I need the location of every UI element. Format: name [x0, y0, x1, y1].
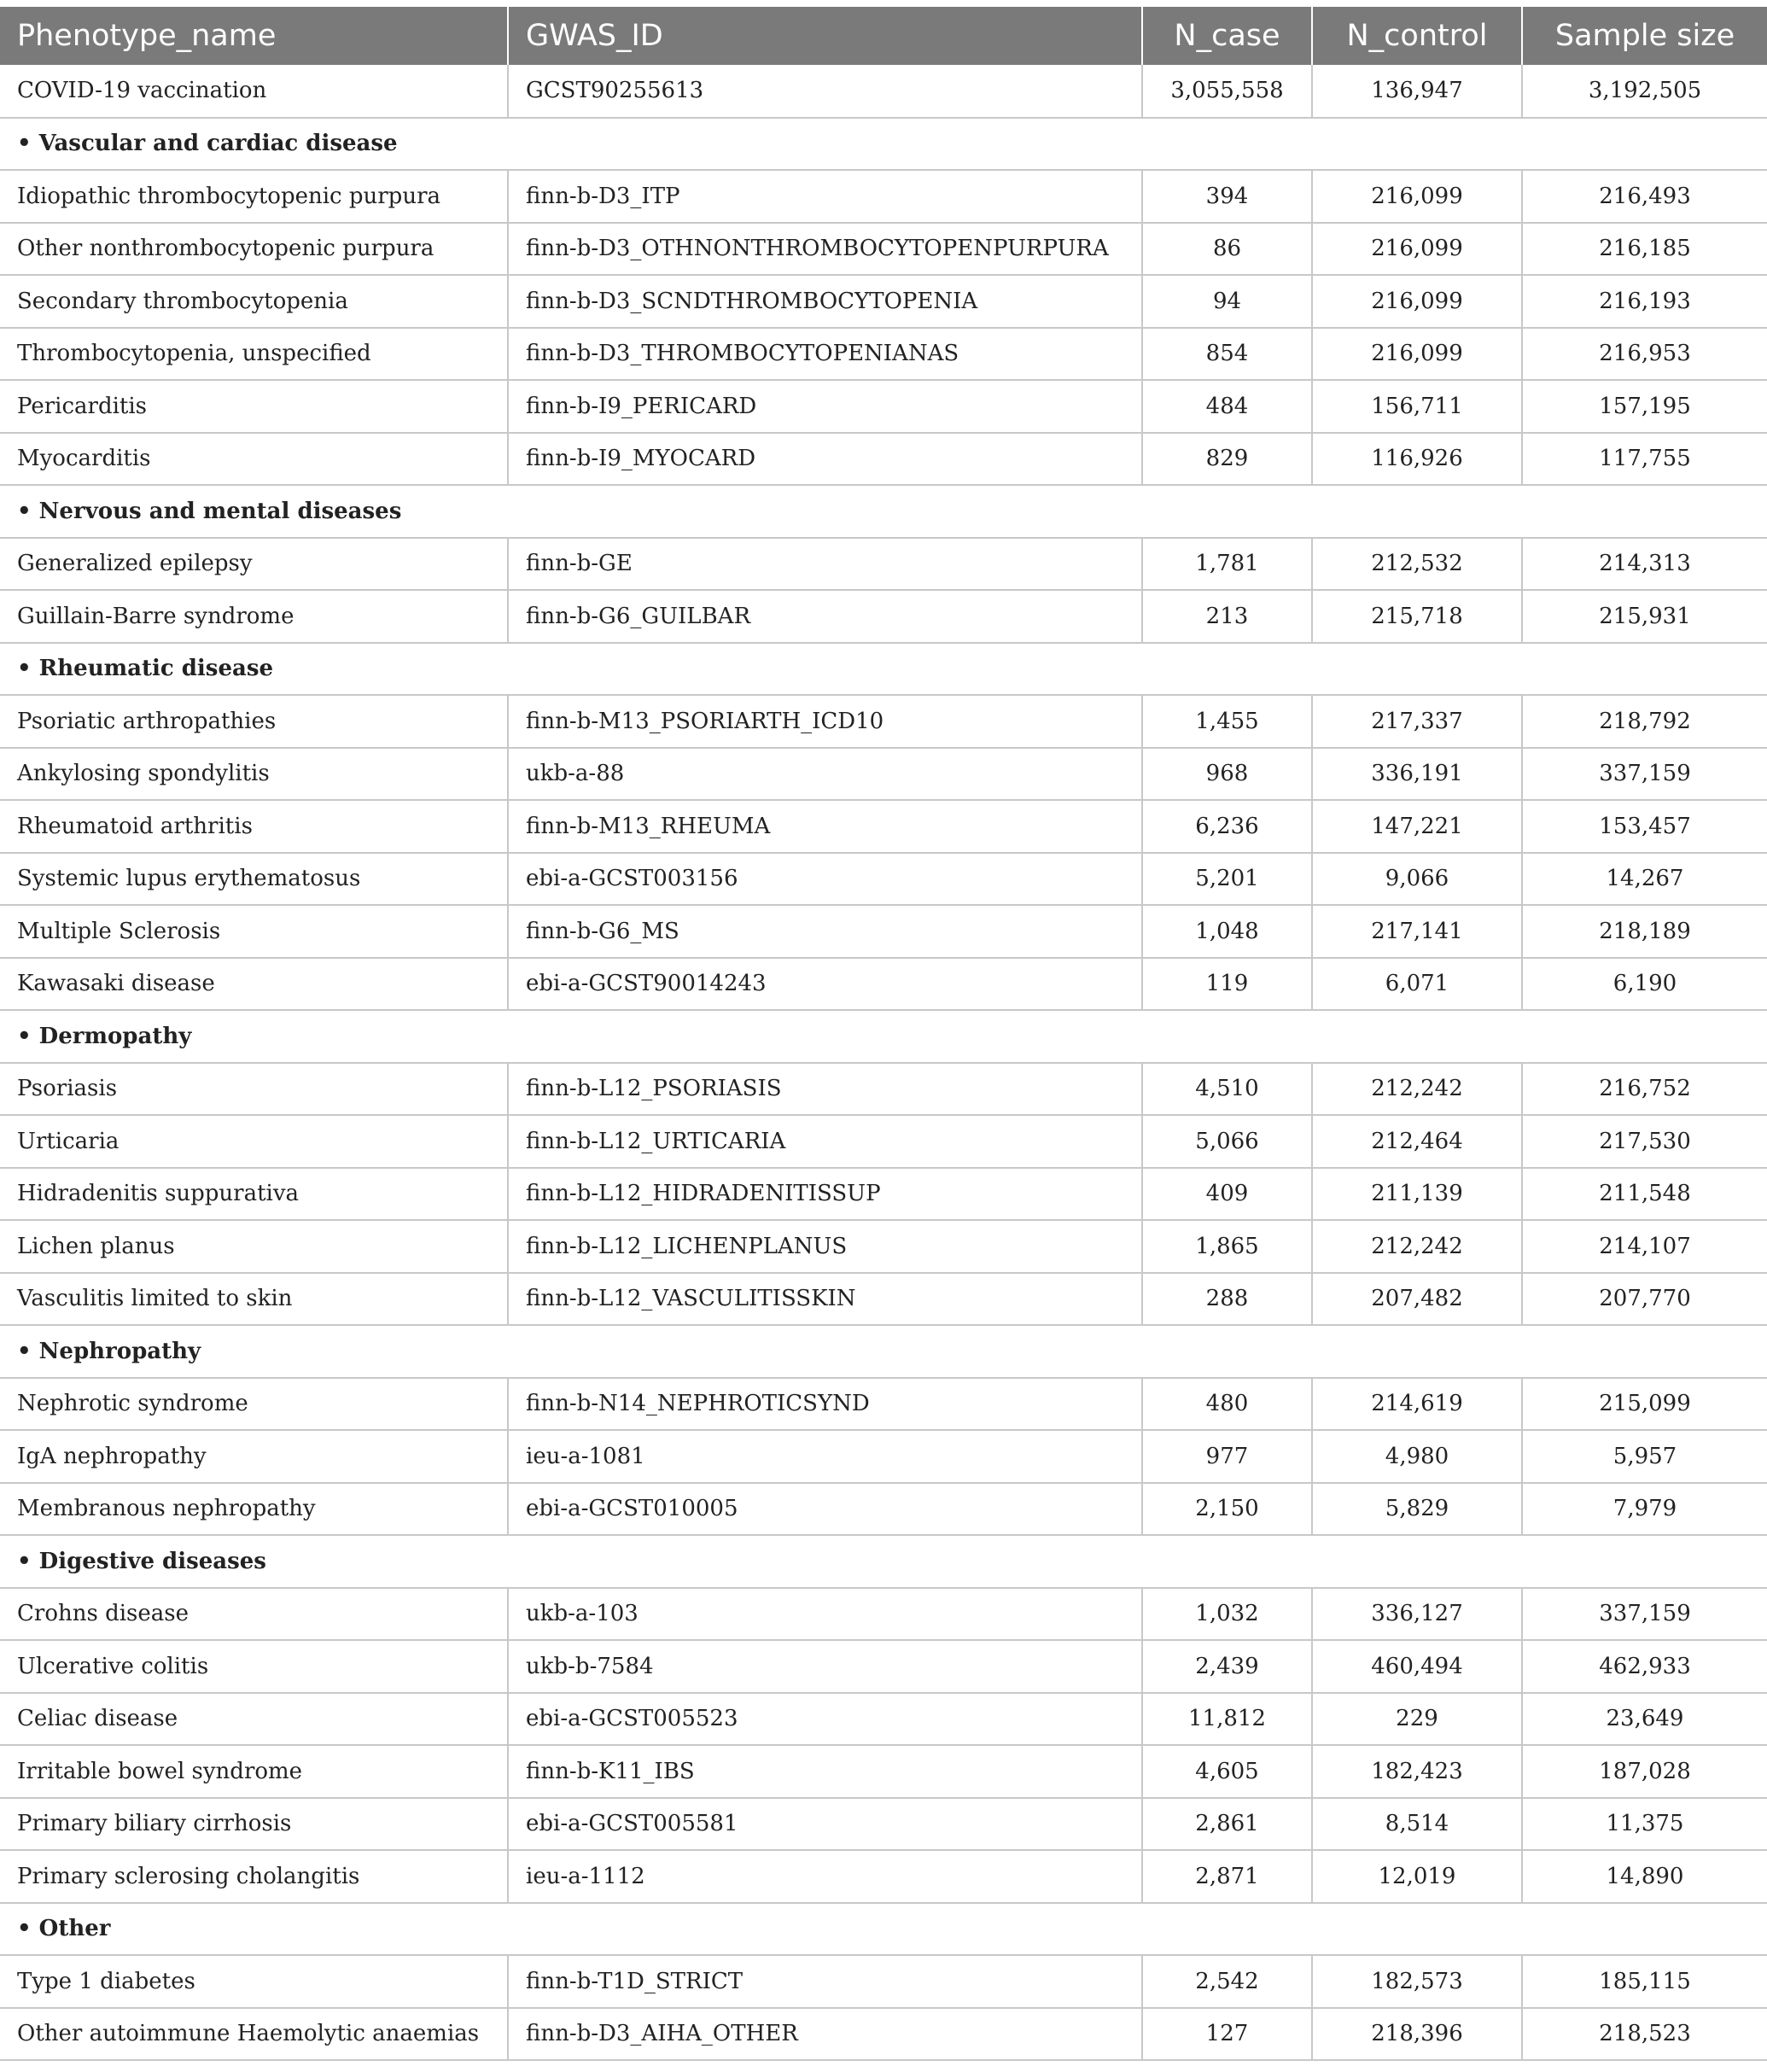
cell-n-control: 216,099	[1312, 328, 1522, 381]
cell-gwas-id: finn-b-N14_NEPHROTICSYND	[508, 1378, 1142, 1431]
table-row	[0, 1168, 1767, 1221]
cell-n-control: 182,423	[1312, 1745, 1522, 1798]
cell-n-case: 1,048	[1142, 905, 1312, 958]
cell-n-case: 5,201	[1142, 853, 1312, 906]
cell-phenotype-name: Irritable bowel syndrome	[0, 1745, 508, 1798]
cell-gwas-id: finn-b-G6_MS	[508, 905, 1142, 958]
table-row	[0, 1483, 1767, 1536]
table-row	[0, 1640, 1767, 1693]
cell-sample-size: 157,195	[1522, 380, 1767, 433]
cell-n-case: 86	[1142, 223, 1312, 276]
category-row	[0, 118, 1767, 171]
cell-sample-size: 211,548	[1522, 1168, 1767, 1221]
cell-phenotype-name: Lichen planus	[0, 1220, 508, 1273]
cell-n-case: 1,865	[1142, 1220, 1312, 1273]
table-row	[0, 65, 1767, 118]
cell-n-case: 127	[1142, 2008, 1312, 2061]
table-row	[0, 590, 1767, 643]
cell-sample-size: 218,523	[1522, 2008, 1767, 2061]
cell-gwas-id: finn-b-M13_PSORIARTH_ICD10	[508, 695, 1142, 748]
cell-n-control: 212,532	[1312, 538, 1522, 591]
cell-phenotype-name: Other nonthrombocytopenic purpura	[0, 223, 508, 276]
cell-gwas-id: ebi-a-GCST90014243	[508, 958, 1142, 1011]
cell-n-control: 116,926	[1312, 433, 1522, 486]
cell-n-case: 2,439	[1142, 1640, 1312, 1693]
table-row	[0, 958, 1767, 1011]
category-label: • Vascular and cardiac disease	[0, 118, 1767, 171]
cell-sample-size: 216,493	[1522, 170, 1767, 223]
cell-n-case: 288	[1142, 1273, 1312, 1326]
cell-n-control: 217,337	[1312, 695, 1522, 748]
table-row	[0, 1273, 1767, 1326]
cell-n-control: 214,619	[1312, 1378, 1522, 1431]
cell-sample-size: 6,190	[1522, 958, 1767, 1011]
table-row	[0, 2008, 1767, 2061]
cell-n-case: 2,542	[1142, 1955, 1312, 2008]
category-label: • Rheumatic disease	[0, 643, 1767, 696]
cell-gwas-id: finn-b-D3_THROMBOCYTOPENIANAS	[508, 328, 1142, 381]
cell-n-control: 147,221	[1312, 800, 1522, 853]
cell-sample-size: 218,189	[1522, 905, 1767, 958]
table-row	[0, 170, 1767, 223]
table-row	[0, 433, 1767, 486]
cell-phenotype-name: Hidradenitis suppurativa	[0, 1168, 508, 1221]
cell-n-case: 94	[1142, 275, 1312, 328]
cell-sample-size: 215,099	[1522, 1378, 1767, 1431]
cell-n-case: 829	[1142, 433, 1312, 486]
cell-phenotype-name: Secondary thrombocytopenia	[0, 275, 508, 328]
cell-n-control: 460,494	[1312, 1640, 1522, 1693]
cell-phenotype-name: COVID-19 vaccination	[0, 65, 508, 118]
cell-sample-size: 207,770	[1522, 1273, 1767, 1326]
cell-gwas-id: finn-b-L12_PSORIASIS	[508, 1063, 1142, 1116]
cell-gwas-id: finn-b-G6_GUILBAR	[508, 590, 1142, 643]
cell-n-control: 9,066	[1312, 853, 1522, 906]
cell-gwas-id: ukb-b-7584	[508, 1640, 1142, 1693]
category-label: • Other	[0, 1903, 1767, 1956]
cell-gwas-id: ebi-a-GCST005581	[508, 1798, 1142, 1851]
category-row	[0, 485, 1767, 538]
cell-n-control: 215,718	[1312, 590, 1522, 643]
cell-phenotype-name: Vasculitis limited to skin	[0, 1273, 508, 1326]
cell-phenotype-name: Type 1 diabetes	[0, 1955, 508, 2008]
cell-gwas-id: ebi-a-GCST003156	[508, 853, 1142, 906]
cell-sample-size: 11,375	[1522, 1798, 1767, 1851]
cell-sample-size: 117,755	[1522, 433, 1767, 486]
cell-n-case: 3,055,558	[1142, 65, 1312, 118]
table-row	[0, 1378, 1767, 1431]
header-phenotype-name: Phenotype_name	[0, 7, 508, 65]
cell-sample-size: 216,193	[1522, 275, 1767, 328]
table-row	[0, 223, 1767, 276]
cell-n-control: 217,141	[1312, 905, 1522, 958]
cell-gwas-id: finn-b-M13_RHEUMA	[508, 800, 1142, 853]
cell-n-control: 229	[1312, 1693, 1522, 1746]
header-row	[0, 7, 1767, 65]
cell-sample-size: 14,890	[1522, 1850, 1767, 1903]
category-row	[0, 1010, 1767, 1063]
cell-n-control: 207,482	[1312, 1273, 1522, 1326]
table-row	[0, 1220, 1767, 1273]
cell-n-control: 182,573	[1312, 1955, 1522, 2008]
cell-gwas-id: finn-b-L12_VASCULITISSKIN	[508, 1273, 1142, 1326]
cell-n-case: 4,510	[1142, 1063, 1312, 1116]
table-row	[0, 1693, 1767, 1746]
cell-gwas-id: finn-b-T1D_STRICT	[508, 1955, 1142, 2008]
gwas-phenotype-table	[0, 7, 1767, 2061]
cell-n-control: 6,071	[1312, 958, 1522, 1011]
cell-sample-size: 218,792	[1522, 695, 1767, 748]
category-row	[0, 1535, 1767, 1588]
table-row	[0, 380, 1767, 433]
cell-n-case: 11,812	[1142, 1693, 1312, 1746]
cell-sample-size: 5,957	[1522, 1430, 1767, 1483]
header-n-control: N_control	[1312, 7, 1522, 65]
cell-n-control: 216,099	[1312, 275, 1522, 328]
cell-n-control: 216,099	[1312, 170, 1522, 223]
cell-phenotype-name: Urticaria	[0, 1115, 508, 1168]
cell-phenotype-name: Crohns disease	[0, 1588, 508, 1641]
cell-phenotype-name: Ulcerative colitis	[0, 1640, 508, 1693]
table-row	[0, 275, 1767, 328]
header-sample-size: Sample size	[1522, 7, 1767, 65]
cell-n-control: 216,099	[1312, 223, 1522, 276]
cell-phenotype-name: Psoriatic arthropathies	[0, 695, 508, 748]
cell-gwas-id: ieu-a-1112	[508, 1850, 1142, 1903]
cell-n-control: 212,242	[1312, 1063, 1522, 1116]
cell-n-control: 5,829	[1312, 1483, 1522, 1536]
cell-phenotype-name: Guillain-Barre syndrome	[0, 590, 508, 643]
cell-phenotype-name: Ankylosing spondylitis	[0, 748, 508, 801]
cell-phenotype-name: Celiac disease	[0, 1693, 508, 1746]
table-row	[0, 905, 1767, 958]
cell-gwas-id: ukb-a-88	[508, 748, 1142, 801]
cell-n-case: 119	[1142, 958, 1312, 1011]
cell-phenotype-name: Myocarditis	[0, 433, 508, 486]
cell-n-control: 156,711	[1312, 380, 1522, 433]
cell-sample-size: 217,530	[1522, 1115, 1767, 1168]
category-row	[0, 1325, 1767, 1378]
cell-gwas-id: finn-b-I9_MYOCARD	[508, 433, 1142, 486]
cell-sample-size: 214,313	[1522, 538, 1767, 591]
cell-n-control: 212,242	[1312, 1220, 1522, 1273]
cell-phenotype-name: Rheumatoid arthritis	[0, 800, 508, 853]
table-row	[0, 1745, 1767, 1798]
cell-gwas-id: finn-b-GE	[508, 538, 1142, 591]
cell-phenotype-name: Idiopathic thrombocytopenic purpura	[0, 170, 508, 223]
category-label: • Nephropathy	[0, 1325, 1767, 1378]
cell-phenotype-name: Membranous nephropathy	[0, 1483, 508, 1536]
cell-gwas-id: finn-b-D3_ITP	[508, 170, 1142, 223]
table-row	[0, 1850, 1767, 1903]
category-row	[0, 643, 1767, 696]
cell-n-case: 2,150	[1142, 1483, 1312, 1536]
cell-gwas-id: finn-b-D3_AIHA_OTHER	[508, 2008, 1142, 2061]
cell-gwas-id: ieu-a-1081	[508, 1430, 1142, 1483]
table-row	[0, 1430, 1767, 1483]
cell-phenotype-name: Primary sclerosing cholangitis	[0, 1850, 508, 1903]
cell-gwas-id: finn-b-L12_LICHENPLANUS	[508, 1220, 1142, 1273]
cell-n-case: 977	[1142, 1430, 1312, 1483]
cell-n-control: 336,127	[1312, 1588, 1522, 1641]
cell-sample-size: 14,267	[1522, 853, 1767, 906]
table-row	[0, 1115, 1767, 1168]
cell-n-case: 1,781	[1142, 538, 1312, 591]
category-label: • Nervous and mental diseases	[0, 485, 1767, 538]
table-row	[0, 695, 1767, 748]
cell-sample-size: 216,953	[1522, 328, 1767, 381]
cell-n-control: 336,191	[1312, 748, 1522, 801]
header-n-case: N_case	[1142, 7, 1312, 65]
cell-phenotype-name: Psoriasis	[0, 1063, 508, 1116]
cell-phenotype-name: Generalized epilepsy	[0, 538, 508, 591]
cell-sample-size: 337,159	[1522, 1588, 1767, 1641]
cell-n-case: 4,605	[1142, 1745, 1312, 1798]
cell-phenotype-name: Multiple Sclerosis	[0, 905, 508, 958]
cell-gwas-id: ebi-a-GCST005523	[508, 1693, 1142, 1746]
cell-sample-size: 153,457	[1522, 800, 1767, 853]
cell-gwas-id: ukb-a-103	[508, 1588, 1142, 1641]
cell-n-case: 394	[1142, 170, 1312, 223]
cell-n-case: 6,236	[1142, 800, 1312, 853]
table-row	[0, 1588, 1767, 1641]
table-row	[0, 800, 1767, 853]
cell-n-case: 854	[1142, 328, 1312, 381]
table-row	[0, 1063, 1767, 1116]
cell-phenotype-name: Nephrotic syndrome	[0, 1378, 508, 1431]
cell-gwas-id: ebi-a-GCST010005	[508, 1483, 1142, 1536]
cell-n-case: 484	[1142, 380, 1312, 433]
cell-sample-size: 216,185	[1522, 223, 1767, 276]
cell-n-case: 213	[1142, 590, 1312, 643]
cell-gwas-id: finn-b-D3_OTHNONTHROMBOCYTOPENPURPURA	[508, 223, 1142, 276]
cell-n-control: 12,019	[1312, 1850, 1522, 1903]
cell-n-control: 136,947	[1312, 65, 1522, 118]
cell-n-control: 212,464	[1312, 1115, 1522, 1168]
cell-phenotype-name: Systemic lupus erythematosus	[0, 853, 508, 906]
cell-n-case: 1,032	[1142, 1588, 1312, 1641]
table-row	[0, 1798, 1767, 1851]
cell-n-control: 8,514	[1312, 1798, 1522, 1851]
cell-n-case: 480	[1142, 1378, 1312, 1431]
category-label: • Digestive diseases	[0, 1535, 1767, 1588]
cell-n-case: 409	[1142, 1168, 1312, 1221]
cell-n-control: 4,980	[1312, 1430, 1522, 1483]
cell-n-case: 1,455	[1142, 695, 1312, 748]
cell-sample-size: 187,028	[1522, 1745, 1767, 1798]
cell-phenotype-name: Kawasaki disease	[0, 958, 508, 1011]
cell-phenotype-name: IgA nephropathy	[0, 1430, 508, 1483]
cell-gwas-id: finn-b-L12_HIDRADENITISSUP	[508, 1168, 1142, 1221]
cell-sample-size: 3,192,505	[1522, 65, 1767, 118]
cell-n-control: 211,139	[1312, 1168, 1522, 1221]
table-row	[0, 538, 1767, 591]
cell-sample-size: 462,933	[1522, 1640, 1767, 1693]
cell-phenotype-name: Other autoimmune Haemolytic anaemias	[0, 2008, 508, 2061]
table-row	[0, 328, 1767, 381]
cell-gwas-id: finn-b-D3_SCNDTHROMBOCYTOPENIA	[508, 275, 1142, 328]
cell-n-case: 2,871	[1142, 1850, 1312, 1903]
cell-phenotype-name: Thrombocytopenia, unspecified	[0, 328, 508, 381]
category-row	[0, 1903, 1767, 1956]
cell-n-case: 5,066	[1142, 1115, 1312, 1168]
cell-sample-size: 337,159	[1522, 748, 1767, 801]
cell-n-control: 218,396	[1312, 2008, 1522, 2061]
table-row	[0, 1955, 1767, 2008]
table-body	[0, 65, 1767, 2060]
cell-gwas-id: GCST90255613	[508, 65, 1142, 118]
cell-sample-size: 7,979	[1522, 1483, 1767, 1536]
cell-sample-size: 185,115	[1522, 1955, 1767, 2008]
table-row	[0, 853, 1767, 906]
header-gwas-id: GWAS_ID	[508, 7, 1142, 65]
cell-phenotype-name: Primary biliary cirrhosis	[0, 1798, 508, 1851]
cell-gwas-id: finn-b-L12_URTICARIA	[508, 1115, 1142, 1168]
category-label: • Dermopathy	[0, 1010, 1767, 1063]
cell-gwas-id: finn-b-I9_PERICARD	[508, 380, 1142, 433]
table-row	[0, 748, 1767, 801]
cell-sample-size: 216,752	[1522, 1063, 1767, 1116]
cell-sample-size: 215,931	[1522, 590, 1767, 643]
cell-gwas-id: finn-b-K11_IBS	[508, 1745, 1142, 1798]
cell-n-case: 2,861	[1142, 1798, 1312, 1851]
cell-phenotype-name: Pericarditis	[0, 380, 508, 433]
cell-sample-size: 23,649	[1522, 1693, 1767, 1746]
cell-n-case: 968	[1142, 748, 1312, 801]
cell-sample-size: 214,107	[1522, 1220, 1767, 1273]
